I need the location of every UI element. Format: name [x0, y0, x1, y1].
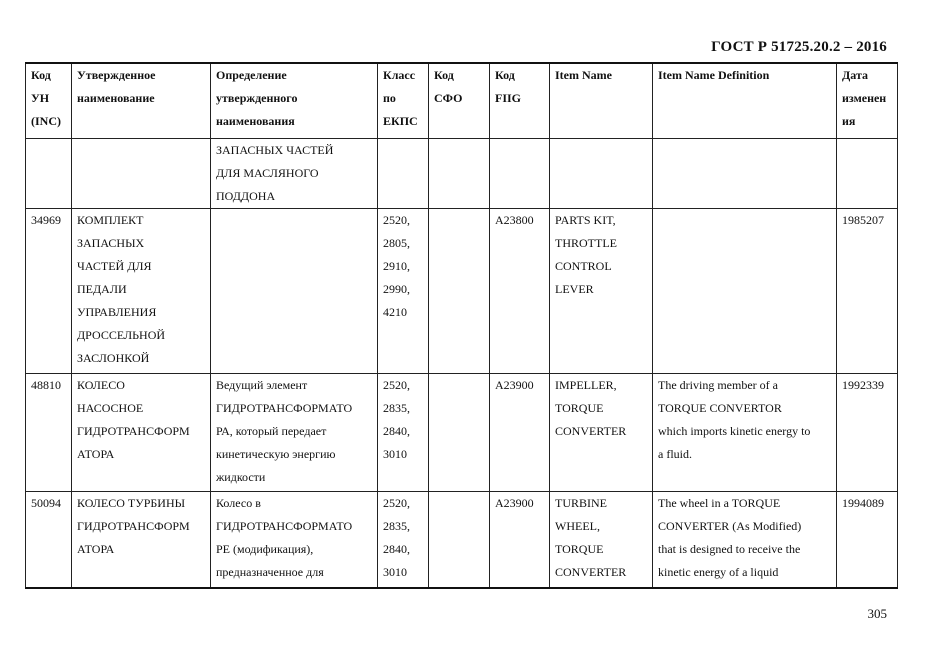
- item-name-cell: [550, 139, 653, 209]
- cell-line: ДЛЯ МАСЛЯНОГО: [216, 166, 319, 180]
- cell-line: ЧАСТЕЙ ДЛЯ: [77, 259, 152, 273]
- col-header-item-definition: Item Name Definition: [653, 63, 837, 139]
- cell-line: 34969: [31, 213, 61, 227]
- cell-line: A23800: [495, 213, 534, 227]
- cell-line: 3010: [383, 447, 407, 461]
- cell-line: that is designed to receive the: [658, 542, 801, 556]
- cell-line: ГИДРОТРАНСФОРМАТО: [216, 519, 353, 533]
- fiig-cell: [490, 139, 550, 209]
- change-date-cell: [837, 492, 898, 589]
- table-row: [26, 209, 898, 374]
- item-definition-cell: [653, 139, 837, 209]
- sfo-cell: [429, 209, 490, 374]
- fiig-cell: [490, 374, 550, 492]
- cell-line: 48810: [31, 378, 61, 392]
- cell-line: УПРАВЛЕНИЯ: [77, 305, 157, 319]
- cell-line: TORQUE: [555, 401, 604, 415]
- class-cell: [378, 492, 429, 589]
- item-name-cell: [550, 209, 653, 374]
- table-row: [26, 139, 898, 209]
- sfo-cell: [429, 374, 490, 492]
- cell-line: АТОРА: [77, 447, 115, 461]
- col-header-sfo: Код СФО: [429, 63, 490, 139]
- class-cell: [378, 209, 429, 374]
- cell-line: WHEEL,: [555, 519, 600, 533]
- cell-line: CONVERTER (As Modified): [658, 519, 802, 533]
- cell-line: CONTROL: [555, 259, 612, 273]
- cell-line: 2835,: [383, 401, 410, 415]
- cell-line: Колесо в: [216, 496, 261, 510]
- cell-line: 2520,: [383, 213, 410, 227]
- class-cell: [378, 374, 429, 492]
- approved-name-cell: [72, 374, 211, 492]
- cell-line: LEVER: [555, 282, 594, 296]
- cell-line: A23900: [495, 378, 534, 392]
- cell-line: 1994089: [842, 496, 884, 510]
- cell-line: КОМПЛЕКТ: [77, 213, 144, 227]
- sfo-cell: [429, 139, 490, 209]
- item-definition-cell: [653, 492, 837, 589]
- cell-line: which imports kinetic energy to: [658, 424, 811, 438]
- item-name-cell: [550, 492, 653, 589]
- item-name-cell: [550, 374, 653, 492]
- cell-line: кинетическую энергию: [216, 447, 336, 461]
- cell-line: жидкости: [216, 470, 266, 484]
- col-header-class: Класс по ЕКПС: [378, 63, 429, 139]
- cell-line: ПЕДАЛИ: [77, 282, 127, 296]
- cell-line: РЕ (модификация),: [216, 542, 314, 556]
- cell-line: КОЛЕСО: [77, 378, 125, 392]
- cell-line: ГИДРОТРАНСФОРМАТО: [216, 401, 353, 415]
- inc-cell: [26, 374, 72, 492]
- cell-line: TORQUE CONVERTOR: [658, 401, 782, 415]
- cell-line: ГИДРОТРАНСФОРМ: [77, 519, 190, 533]
- cell-line: ЗАПАСНЫХ: [77, 236, 145, 250]
- inc-cell: [26, 139, 72, 209]
- definition-cell: [211, 139, 378, 209]
- cell-line: The driving member of a: [658, 378, 778, 392]
- cell-line: 2835,: [383, 519, 410, 533]
- inc-cell: [26, 209, 72, 374]
- col-header-fiig: Код FIIG: [490, 63, 550, 139]
- approved-name-cell: [72, 209, 211, 374]
- cell-line: АТОРА: [77, 542, 115, 556]
- cell-line: 2910,: [383, 259, 410, 273]
- cell-line: КОЛЕСО ТУРБИНЫ: [77, 496, 186, 510]
- cell-line: ЗАПАСНЫХ ЧАСТЕЙ: [216, 143, 334, 157]
- cell-line: TORQUE: [555, 542, 604, 556]
- cell-line: ДРОССЕЛЬНОЙ: [77, 328, 166, 342]
- cell-line: The wheel in a TORQUE: [658, 496, 781, 510]
- cell-line: TURBINE: [555, 496, 607, 510]
- cell-line: IMPELLER,: [555, 378, 617, 392]
- cell-line: 2840,: [383, 424, 410, 438]
- sfo-cell: [429, 492, 490, 589]
- definition-cell: [211, 492, 378, 589]
- cell-line: Ведущий элемент: [216, 378, 308, 392]
- item-definition-cell: [653, 374, 837, 492]
- cell-line: CONVERTER: [555, 424, 627, 438]
- table-header-row: [26, 63, 898, 139]
- cell-line: ГИДРОТРАНСФОРМ: [77, 424, 190, 438]
- cell-line: предназначенное для: [216, 565, 324, 579]
- cell-line: PARTS KIT,: [555, 213, 616, 227]
- table-row: [26, 492, 898, 589]
- cell-line: 4210: [383, 305, 407, 319]
- cell-line: 2520,: [383, 378, 410, 392]
- cell-line: a fluid.: [658, 447, 692, 461]
- cell-line: A23900: [495, 496, 534, 510]
- cell-line: 3010: [383, 565, 407, 579]
- col-header-approved-name: Утвержденное наименование: [72, 63, 211, 139]
- table-row: [26, 374, 898, 492]
- cell-line: 1992339: [842, 378, 884, 392]
- cell-line: 50094: [31, 496, 61, 510]
- col-header-item-name: Item Name: [550, 63, 653, 139]
- definition-cell: [211, 374, 378, 492]
- approved-name-cell: [72, 139, 211, 209]
- change-date-cell: [837, 209, 898, 374]
- cell-line: 2805,: [383, 236, 410, 250]
- class-cell: [378, 139, 429, 209]
- approved-name-cell: [72, 492, 211, 589]
- col-header-change-date: Дата изменен ия: [837, 63, 898, 139]
- cell-line: THROTTLE: [555, 236, 617, 250]
- cell-line: 2520,: [383, 496, 410, 510]
- cell-line: ЗАСЛОНКОЙ: [77, 351, 150, 365]
- cell-line: НАСОСНОЕ: [77, 401, 144, 415]
- cell-line: kinetic energy of a liquid: [658, 565, 779, 579]
- cell-line: CONVERTER: [555, 565, 627, 579]
- cell-line: 2990,: [383, 282, 410, 296]
- fiig-cell: [490, 209, 550, 374]
- cell-line: РА, который передает: [216, 424, 327, 438]
- col-header-inc: Код УН (INC): [26, 63, 72, 139]
- change-date-cell: [837, 139, 898, 209]
- definition-cell: [211, 209, 378, 374]
- page-number: 305: [867, 606, 887, 621]
- change-date-cell: [837, 374, 898, 492]
- cell-line: 2840,: [383, 542, 410, 556]
- inc-cell: [26, 492, 72, 589]
- col-header-definition: Определение утвержденного наименования: [211, 63, 378, 139]
- fiig-cell: [490, 492, 550, 589]
- cell-line: ПОДДОНА: [216, 189, 276, 203]
- standard-designation: ГОСТ Р 51725.20.2 – 2016: [711, 39, 887, 55]
- item-definition-cell: [653, 209, 837, 374]
- cell-line: 1985207: [842, 213, 884, 227]
- classification-table: [25, 62, 898, 589]
